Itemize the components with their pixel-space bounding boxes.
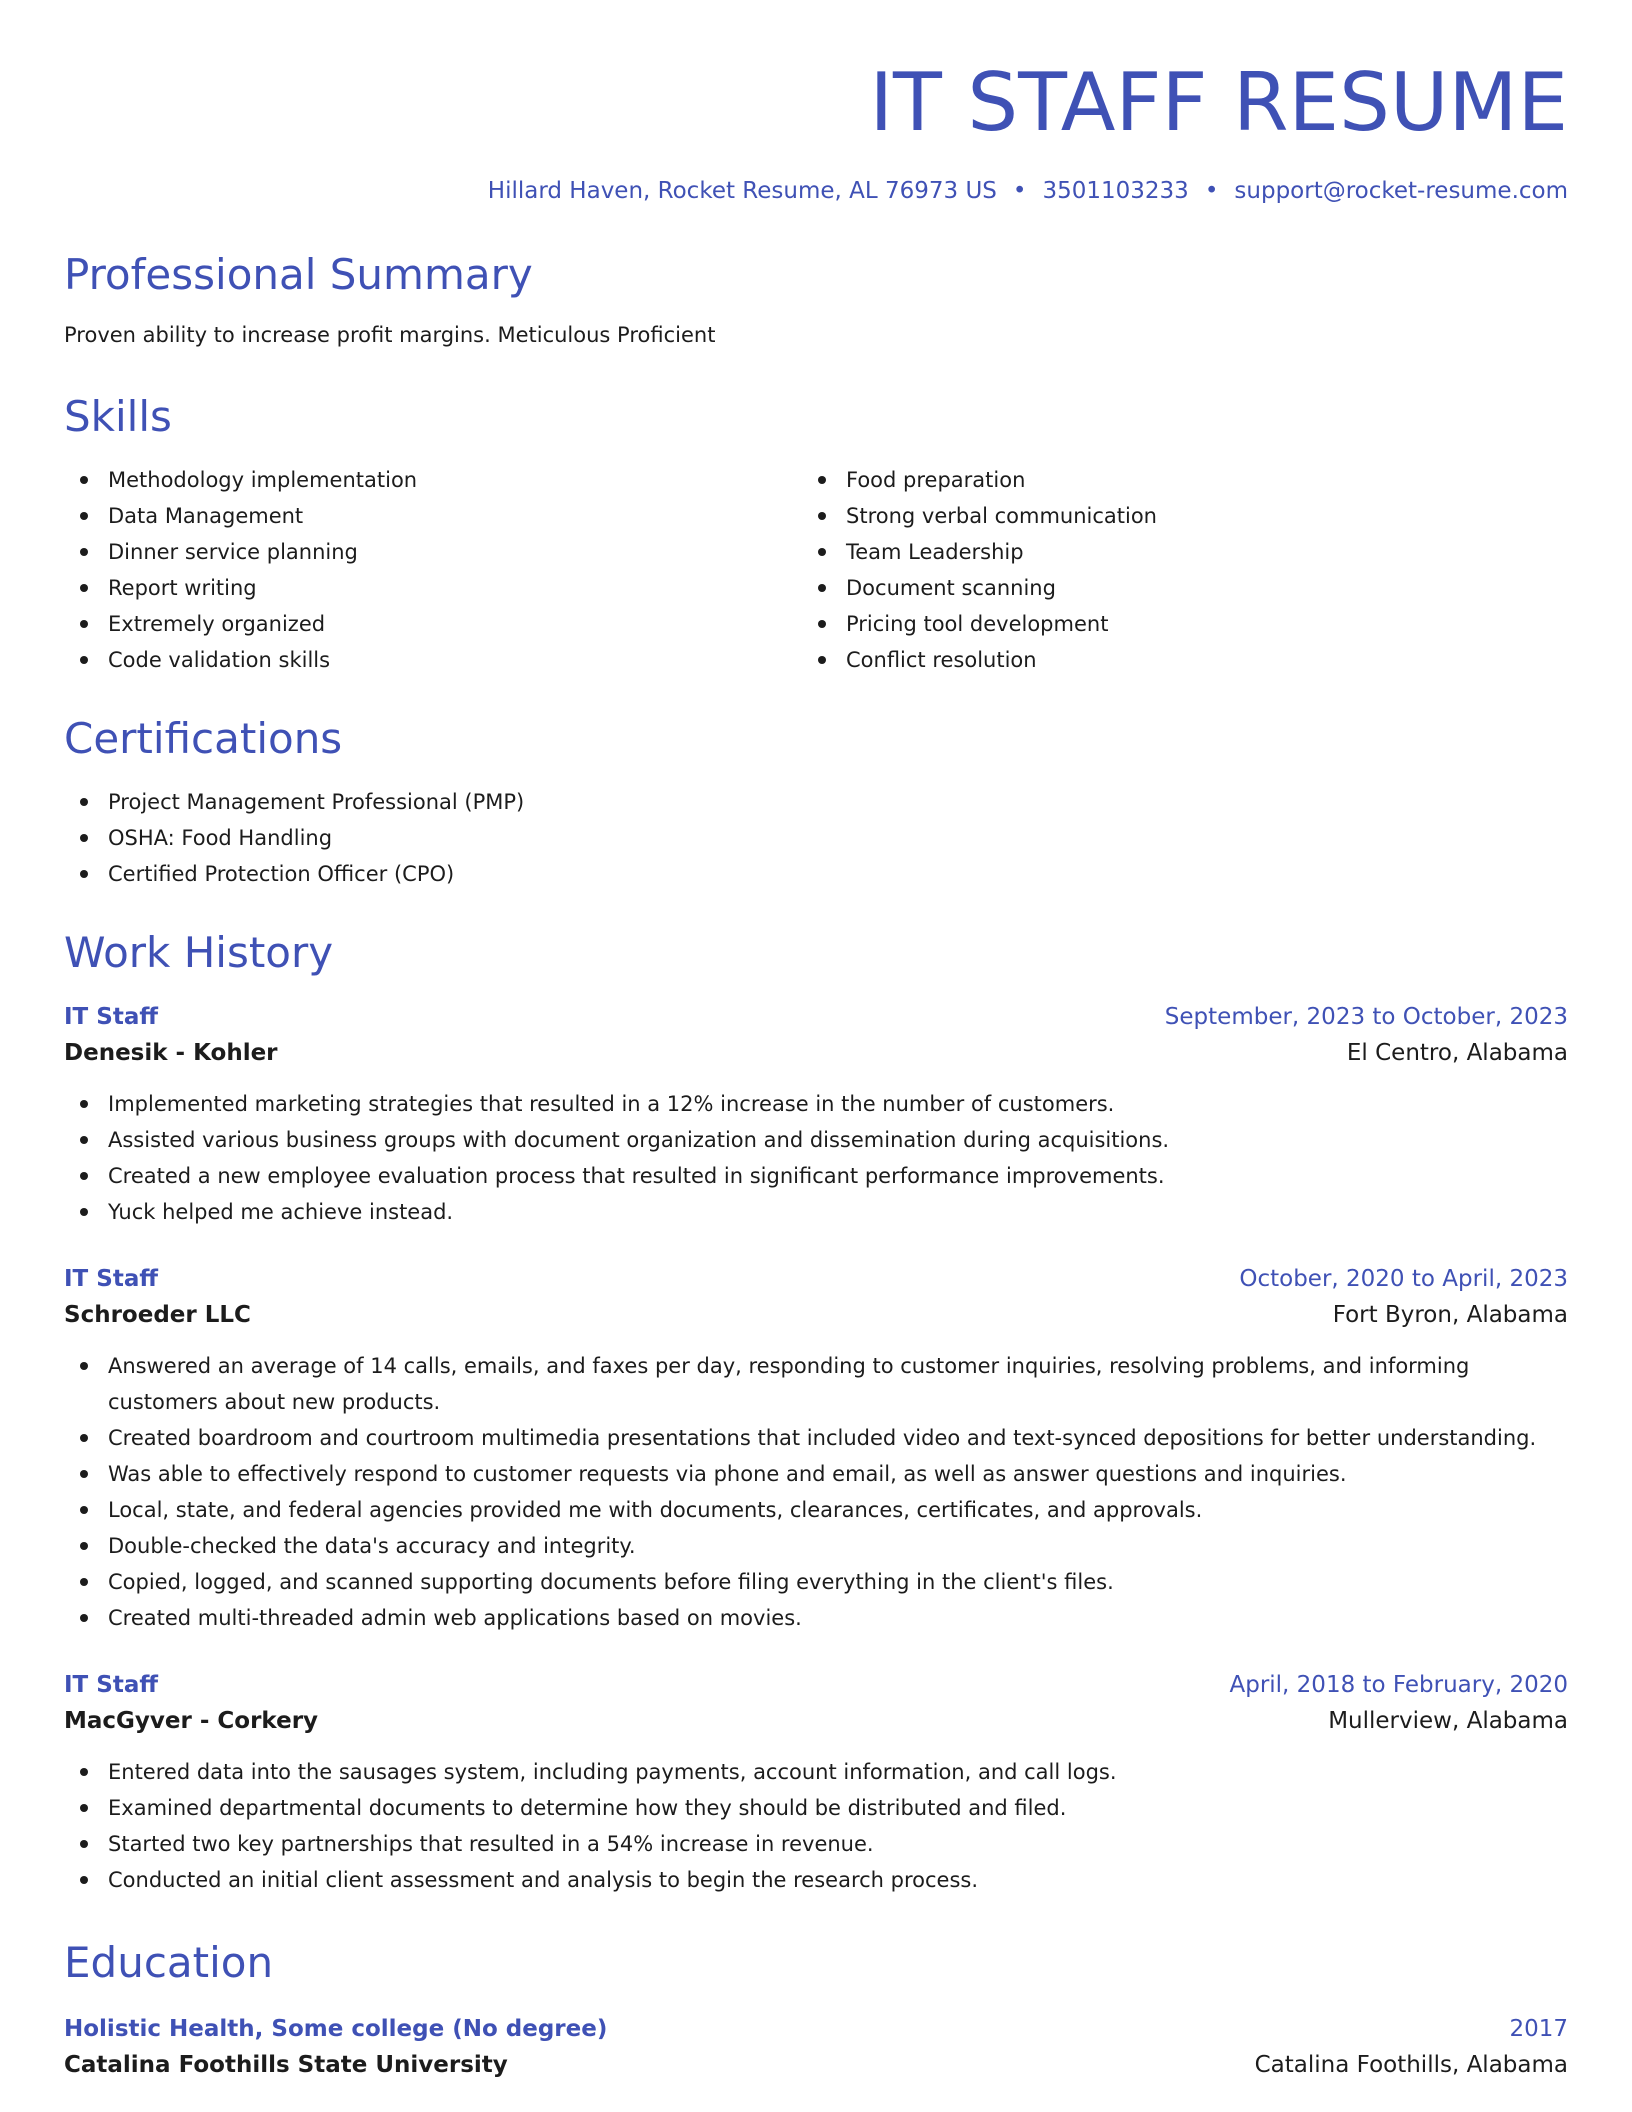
skills-heading: Skills	[64, 392, 172, 441]
contact-separator: •	[1204, 178, 1219, 204]
skills-list-right	[802, 462, 1540, 678]
certification-item: Certified Protection Officer (CPO)	[64, 856, 1568, 892]
skill-item: Extremely organized	[64, 606, 802, 642]
job-bullet: Examined departmental documents to determine how they should be distributed and filed.	[64, 1790, 1568, 1826]
job-bullets	[64, 1754, 1568, 1898]
certification-item: Project Management Professional (PMP)	[64, 784, 1568, 820]
skills-list-left	[64, 462, 802, 678]
education-heading: Education	[64, 1938, 274, 1987]
job-entry	[64, 1000, 1568, 1230]
contact-line	[64, 176, 1568, 206]
skill-item: Pricing tool development	[802, 606, 1540, 642]
job-entry	[64, 1262, 1568, 1636]
job-title: IT Staff	[64, 1004, 158, 1030]
job-dates: October, 2020 to April, 2023	[1239, 1266, 1568, 1292]
job-company: Denesik - Kohler	[64, 1040, 278, 1066]
job-bullet: Created boardroom and courtroom multimedia presentations that included video and text-synced depositions for better understanding.	[64, 1420, 1568, 1456]
job-location: Mullerview, Alabama	[1328, 1708, 1568, 1734]
contact-address: Hillard Haven, Rocket Resume, AL 76973 US	[487, 178, 997, 204]
job-bullet: Copied, logged, and scanned supporting documents before filing everything in the client's files.	[64, 1564, 1568, 1600]
skill-item: Methodology implementation	[64, 462, 802, 498]
skill-item: Document scanning	[802, 570, 1540, 606]
job-dates: April, 2018 to February, 2020	[1229, 1672, 1568, 1698]
certification-item: OSHA: Food Handling	[64, 820, 1568, 856]
job-bullet: Was able to effectively respond to customer requests via phone and email, as well as answer questions and inquiries.	[64, 1456, 1568, 1492]
job-dates: September, 2023 to October, 2023	[1164, 1004, 1568, 1030]
work-history-heading: Work History	[64, 928, 334, 977]
resume-title: IT STAFF RESUME	[869, 56, 1568, 149]
skill-item: Food preparation	[802, 462, 1540, 498]
job-bullet: Created multi-threaded admin web applications based on movies.	[64, 1600, 1568, 1636]
certifications-list	[64, 784, 1568, 892]
job-bullets	[64, 1086, 1568, 1230]
job-title: IT Staff	[64, 1266, 158, 1292]
job-bullet: Created a new employee evaluation process that resulted in significant performance improvements.	[64, 1158, 1568, 1194]
skill-item: Team Leadership	[802, 534, 1540, 570]
contact-email: support@rocket-resume.com	[1234, 178, 1568, 204]
education-school: Catalina Foothills State University	[64, 2052, 508, 2078]
job-bullet: Answered an average of 14 calls, emails, and faxes per day, responding to customer inquiries, resolving problems, and informing customers about new products.	[64, 1348, 1568, 1420]
job-entry	[64, 1668, 1568, 1898]
summary-text: Proven ability to increase profit margins. Meticulous Proficient	[64, 323, 716, 347]
job-bullet: Assisted various business groups with document organization and dissemination during acquisitions.	[64, 1122, 1568, 1158]
job-bullet: Implemented marketing strategies that resulted in a 12% increase in the number of customers.	[64, 1086, 1568, 1122]
education-degree: Holistic Health, Some college (No degree)	[64, 2016, 608, 2042]
skill-item: Conflict resolution	[802, 642, 1540, 678]
summary-heading: Professional Summary	[64, 250, 533, 299]
skill-item: Strong verbal communication	[802, 498, 1540, 534]
contact-separator: •	[1012, 178, 1027, 204]
job-company: Schroeder LLC	[64, 1302, 251, 1328]
contact-phone: 3501103233	[1042, 178, 1189, 204]
job-bullet: Local, state, and federal agencies provided me with documents, clearances, certificates, and approvals.	[64, 1492, 1568, 1528]
job-bullet: Started two key partnerships that resulted in a 54% increase in revenue.	[64, 1826, 1568, 1862]
skills-grid	[64, 462, 1568, 678]
job-bullet: Conducted an initial client assessment and analysis to begin the research process.	[64, 1862, 1568, 1898]
skill-item: Dinner service planning	[64, 534, 802, 570]
certifications-heading: Certifications	[64, 714, 343, 763]
job-location: Fort Byron, Alabama	[1332, 1302, 1568, 1328]
education-entry	[64, 2012, 1568, 2084]
education-location: Catalina Foothills, Alabama	[1254, 2052, 1568, 2078]
job-bullet: Entered data into the sausages system, including payments, account information, and call logs.	[64, 1754, 1568, 1790]
job-title: IT Staff	[64, 1672, 158, 1698]
skill-item: Report writing	[64, 570, 802, 606]
education-year: 2017	[1509, 2016, 1568, 2042]
skill-item: Code validation skills	[64, 642, 802, 678]
job-bullet: Double-checked the data's accuracy and integrity.	[64, 1528, 1568, 1564]
job-location: El Centro, Alabama	[1346, 1040, 1568, 1066]
job-bullets	[64, 1348, 1568, 1636]
skill-item: Data Management	[64, 498, 802, 534]
job-company: MacGyver - Corkery	[64, 1708, 319, 1734]
job-bullet: Yuck helped me achieve instead.	[64, 1194, 1568, 1230]
